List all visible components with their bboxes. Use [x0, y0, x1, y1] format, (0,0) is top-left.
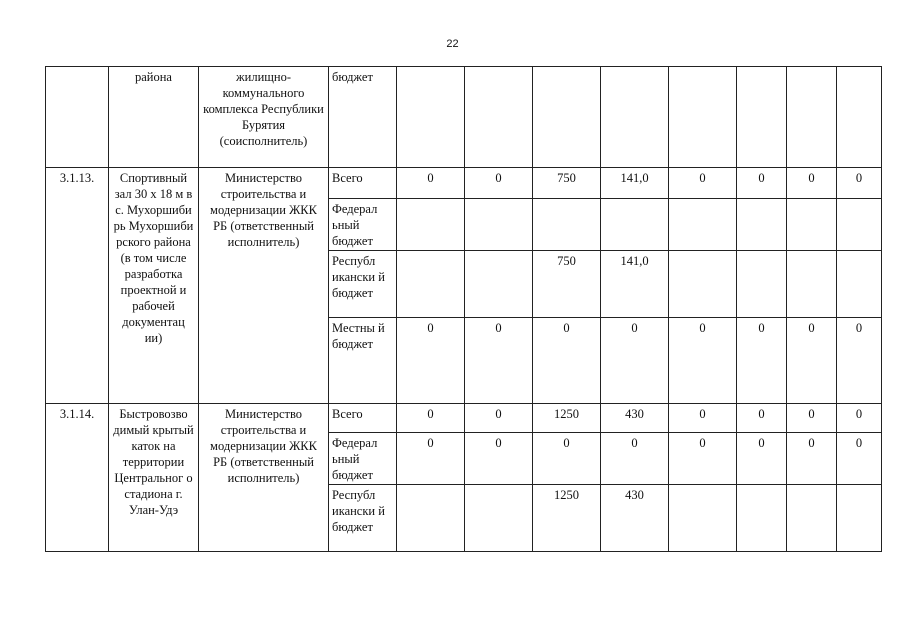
value-cell: 0	[787, 168, 837, 199]
value-cell	[465, 199, 533, 251]
code-cell: 3.1.14.	[46, 404, 109, 552]
source-cell: Республ икански й бюджет	[329, 485, 397, 552]
value-cell	[397, 251, 465, 318]
value-cell: 0	[837, 318, 882, 404]
value-cell	[787, 251, 837, 318]
value-cell: 0	[787, 318, 837, 404]
value-cell: 0	[397, 404, 465, 433]
code-cell: 3.1.13.	[46, 168, 109, 404]
executor-cell: Министерство строительства и модернизации ЖКК РБ (ответственный исполнитель)	[199, 404, 329, 552]
value-cell	[669, 199, 737, 251]
value-cell: 750	[533, 251, 601, 318]
value-cell: 141,0	[601, 168, 669, 199]
value-cell: 141,0	[601, 251, 669, 318]
source-cell: Всего	[329, 168, 397, 199]
value-cell	[737, 199, 787, 251]
table-row	[46, 67, 882, 168]
value-cell	[837, 251, 882, 318]
value-cell: 1250	[533, 485, 601, 552]
source-cell: Республ икански й бюджет	[329, 251, 397, 318]
value-cell	[837, 199, 882, 251]
name-cell: Спортивный зал 30 х 18 м в с. Мухоршиби рь Мухоршиби рского района (в том числе разработка проектной и рабочей документац ии)	[109, 168, 199, 404]
source-cell: Местны й бюджет	[329, 318, 397, 404]
executor-cell: Министерство строительства и модернизации ЖКК РБ (ответственный исполнитель)	[199, 168, 329, 404]
value-cell	[397, 485, 465, 552]
value-cell	[837, 485, 882, 552]
value-cell: 0	[737, 404, 787, 433]
value-cell: 0	[787, 404, 837, 433]
value-cell: 0	[837, 168, 882, 199]
value-cell: 0	[465, 168, 533, 199]
value-cell	[787, 485, 837, 552]
table-row	[46, 404, 882, 433]
value-cell: 0	[465, 404, 533, 433]
value-cell: 0	[465, 433, 533, 485]
value-cell: 0	[601, 318, 669, 404]
source-cell: Федерал ьный бюджет	[329, 199, 397, 251]
name-cell: Быстровозво димый крытый каток на территории Центральног о стадиона г. Улан-Удэ	[109, 404, 199, 552]
value-cell: 0	[669, 433, 737, 485]
value-cell: 430	[601, 404, 669, 433]
value-cell: 0	[533, 318, 601, 404]
value-cell	[669, 485, 737, 552]
value-cell: 0	[533, 433, 601, 485]
value-cell	[787, 199, 837, 251]
value-cell: 0	[669, 404, 737, 433]
value-cell: 0	[397, 168, 465, 199]
source-cell: бюджет	[329, 67, 397, 168]
value-cell: 0	[669, 168, 737, 199]
source-cell: Всего	[329, 404, 397, 433]
table-row	[46, 168, 882, 199]
value-cell: 0	[837, 433, 882, 485]
value-cell: 0	[669, 318, 737, 404]
value-cell	[737, 485, 787, 552]
source-cell: Федерал ьный бюджет	[329, 433, 397, 485]
value-cell: 0	[737, 433, 787, 485]
value-cell	[465, 251, 533, 318]
value-cell	[533, 199, 601, 251]
value-cell: 0	[397, 433, 465, 485]
value-cell	[397, 199, 465, 251]
value-cell: 1250	[533, 404, 601, 433]
value-cell: 0	[397, 318, 465, 404]
name-cell: района	[109, 67, 199, 168]
code-cell	[46, 67, 109, 168]
executor-cell: жилищно-коммунального комплекса Республики Бурятия (соисполнитель)	[199, 67, 329, 168]
value-cell	[465, 485, 533, 552]
value-cell: 0	[737, 168, 787, 199]
value-cell: 0	[787, 433, 837, 485]
value-cell	[737, 251, 787, 318]
value-cell	[601, 199, 669, 251]
value-cell: 0	[601, 433, 669, 485]
value-cell	[669, 251, 737, 318]
value-cell: 0	[465, 318, 533, 404]
value-cell: 750	[533, 168, 601, 199]
program-table	[45, 66, 882, 552]
page-number: 22	[446, 38, 459, 50]
value-cell: 0	[737, 318, 787, 404]
value-cell: 0	[837, 404, 882, 433]
value-cell: 430	[601, 485, 669, 552]
